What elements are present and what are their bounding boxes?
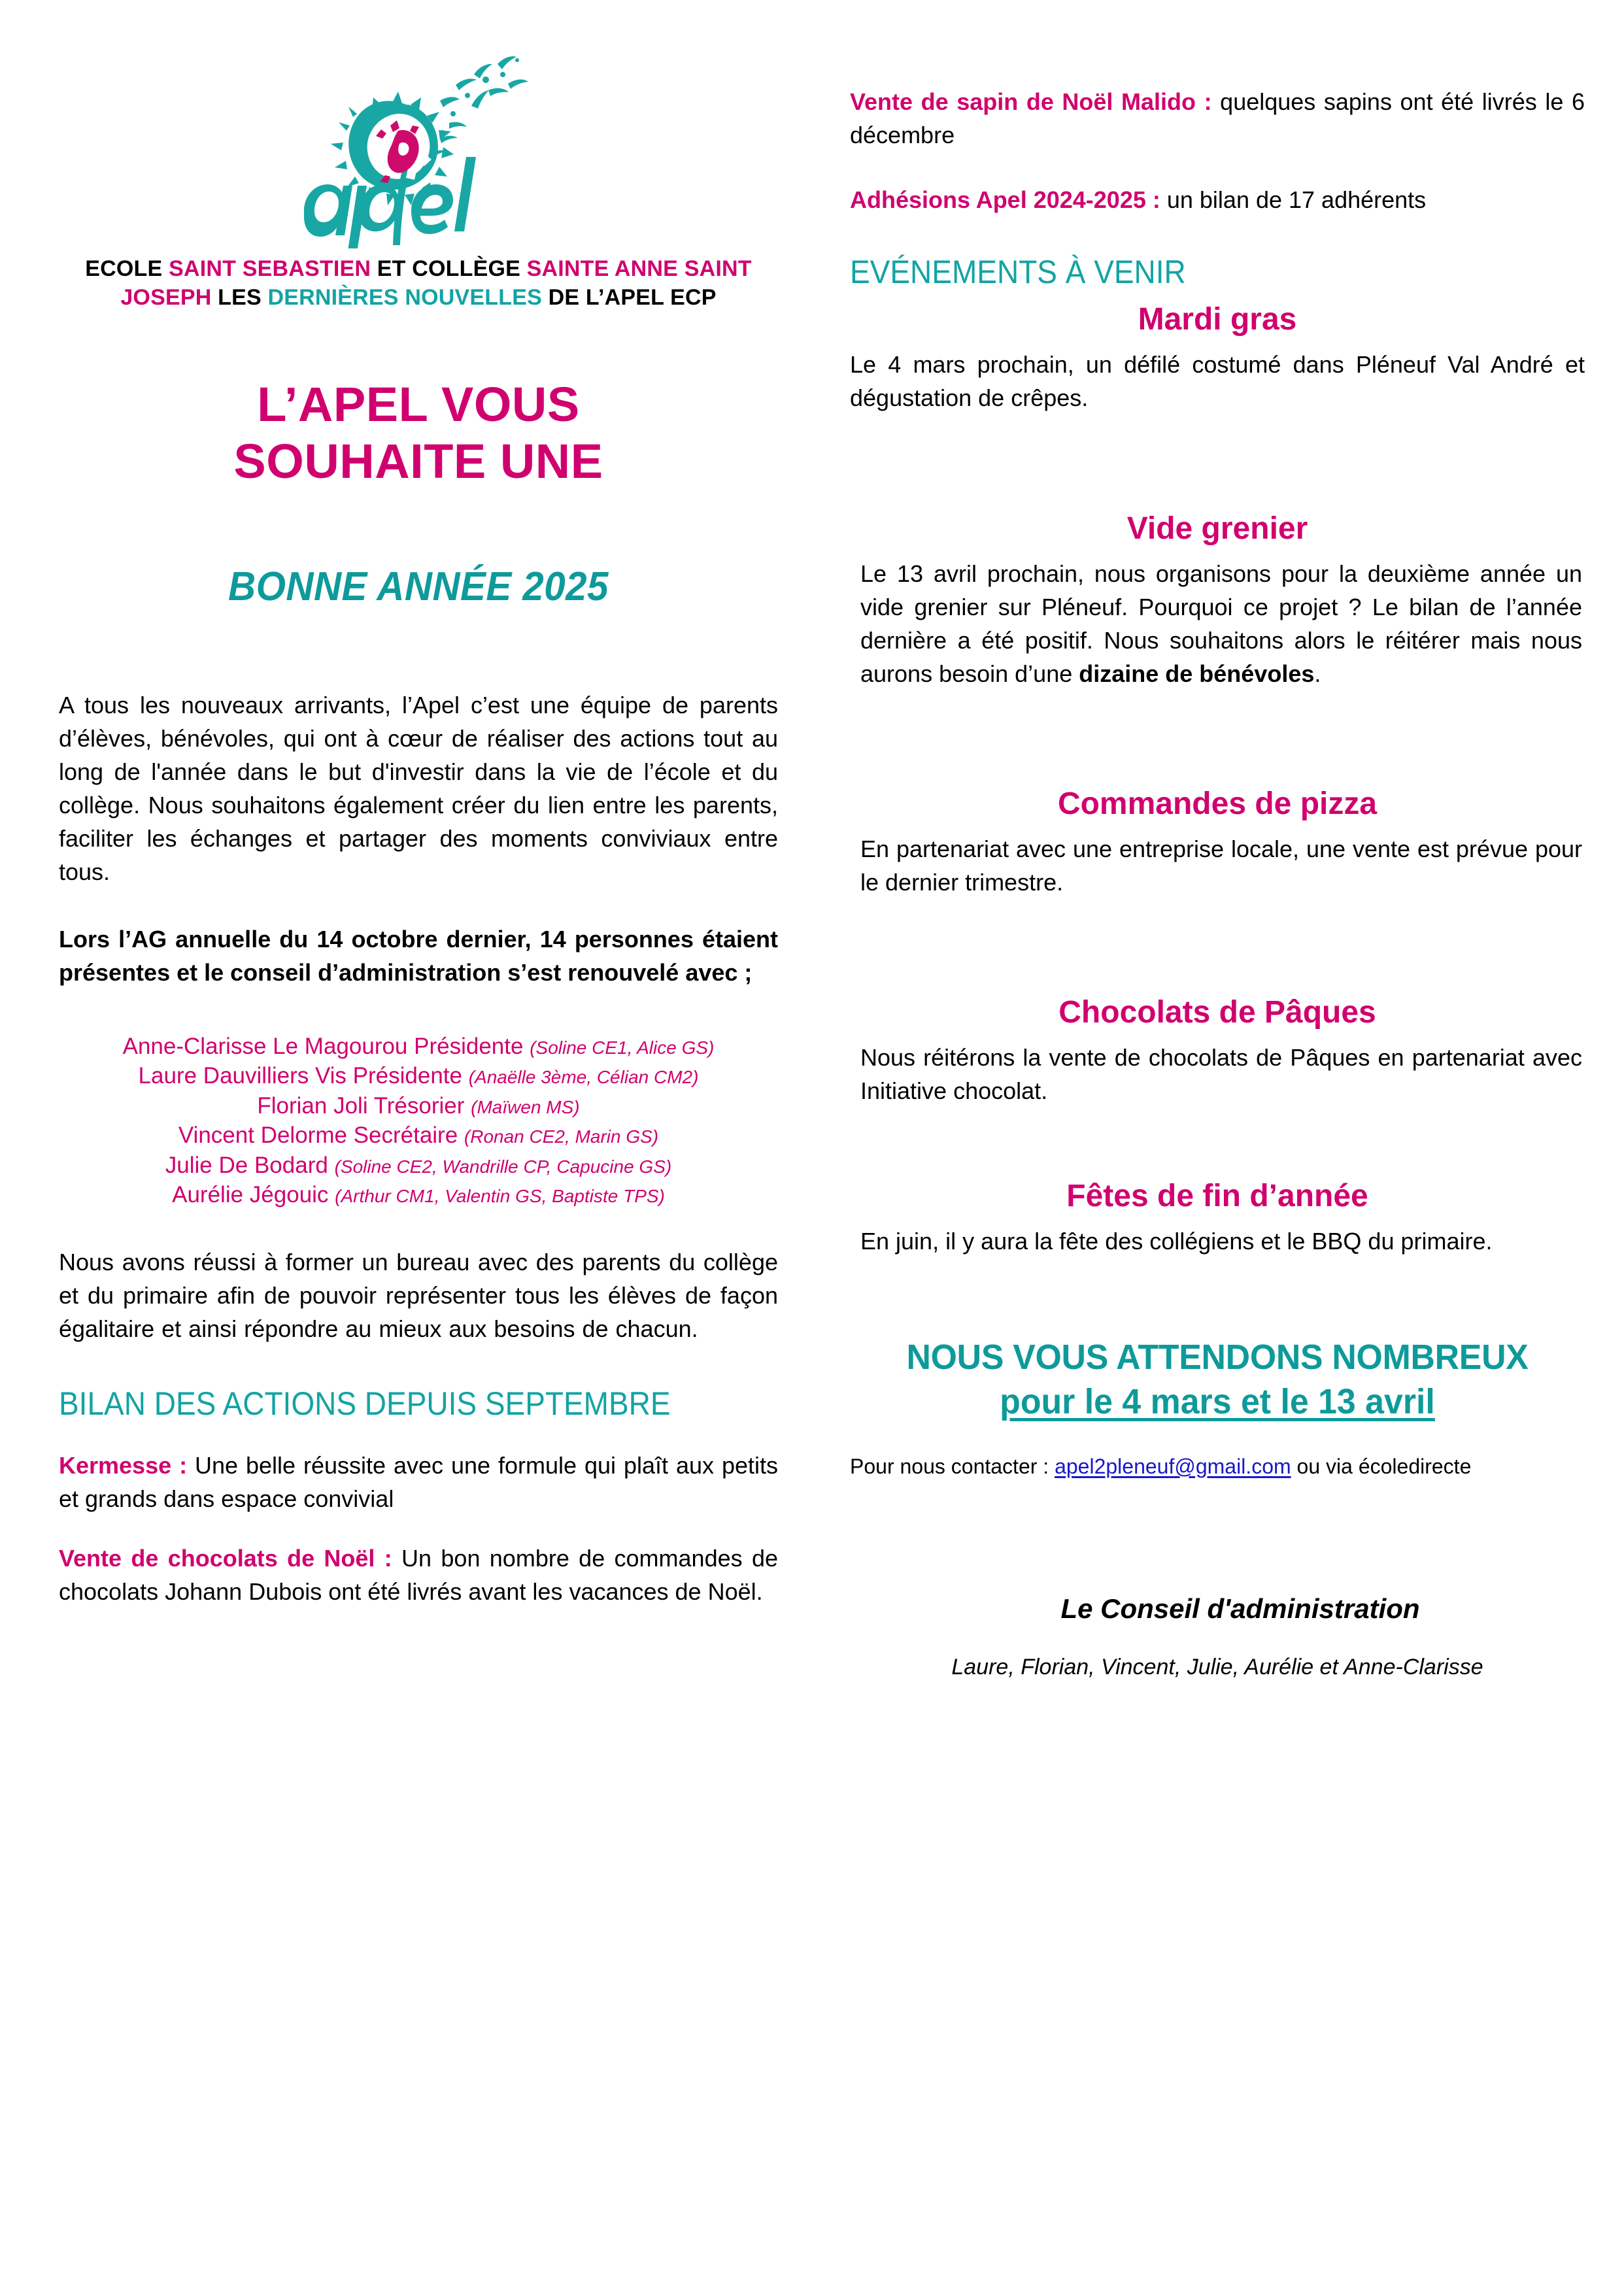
list-item	[59, 1032, 778, 1062]
vide-grenier-text-c: .	[1314, 660, 1321, 687]
officer-children: (Ronan CE2, Marin GS)	[464, 1126, 659, 1147]
vide-grenier-emphasis: dizaine de bénévoles	[1079, 660, 1315, 687]
dandelion-icon	[278, 46, 559, 248]
chocolats-noel-label: Vente de chocolats de Noël :	[59, 1545, 392, 1572]
spacer	[850, 1107, 1585, 1168]
officer-name: Anne-Clarisse Le Magourou Présidente	[122, 1033, 524, 1059]
officer-children: (Soline CE1, Alice GS)	[530, 1037, 715, 1058]
officer-children: (Anaëlle 3ème, Célian CM2)	[468, 1067, 699, 1088]
kermesse-text: Une belle réussite avec une formule qui plaît aux petits et grands dans espace convivial	[59, 1451, 778, 1512]
event-body-mardi-gras: Le 4 mars prochain, un défilé costumé dans Pléneuf Val André et dégustation de crêpes.	[850, 351, 1585, 412]
event-body-chocolats-paques: Nous réitérons la vente de chocolats de Pâques en partenariat avec Initiative chocolat.	[860, 1044, 1582, 1105]
year-greeting: BONNE ANNÉE 2025	[228, 564, 609, 609]
chocolats-noel-item	[59, 1542, 778, 1608]
event-title-chocolats-paques: Chocolats de Pâques	[1058, 995, 1376, 1030]
closing-line-2: pour le 4 mars et le 13 avril	[1000, 1381, 1435, 1421]
list-item	[59, 1061, 778, 1091]
closing-line-1: NOUS VOUS ATTENDONS NOMBREUX	[906, 1337, 1529, 1377]
officer-children: (Soline CE2, Wandrille CP, Capucine GS)	[334, 1156, 672, 1177]
list-item	[59, 1180, 778, 1210]
event-title-fetes-fin-annee: Fêtes de fin d’année	[1066, 1179, 1368, 1214]
school-header-part: NOUVELLES	[405, 284, 542, 310]
spacer	[850, 415, 1585, 500]
officer-name: Julie De Bodard	[165, 1152, 328, 1178]
school-header-part: SAINTE	[526, 256, 609, 281]
officer-name: Vincent Delorme Secrétaire	[178, 1122, 458, 1149]
school-header-part: LES	[211, 284, 268, 310]
kermesse-item	[59, 1449, 778, 1515]
right-column	[814, 0, 1624, 2294]
events-heading: EVÉNEMENTS À VENIR	[850, 254, 1186, 291]
intro-paragraph: A tous les nouveaux arrivants, l’Apel c’est une équipe de parents d’élèves, bénévoles, qui ont à cœur de réaliser des actions tout au long de l'année dans le but d'investir dans la vie de l’école et du collège. Nous souhaitons également créer du lien entre les parents, faciliter les échanges et partager des moments conviviaux entre tous.	[59, 691, 778, 886]
signature-block	[850, 1593, 1585, 1680]
apel-logo	[59, 46, 778, 248]
chocolats-noel-text: Un bon nombre de commandes de chocolats Johann Dubois ont été livrés avant les vacances de Noël.	[59, 1545, 778, 1606]
signature-role: Le Conseil d'administration	[1060, 1593, 1420, 1624]
bureau-paragraph: Nous avons réussi à former un bureau avec des parents du collège et du primaire afin de pouvoir représenter tous les élèves de façon égalitaire et ainsi répondre au mieux aux besoins de chacun.	[59, 1248, 778, 1342]
school-header-part: DE L’APEL ECP	[541, 284, 717, 310]
school-header-part: ANNE SAINT JOSEPH	[120, 256, 752, 310]
contact-email-link[interactable]: apel2pleneuf@gmail.com	[1055, 1454, 1291, 1478]
signature-names: Laure, Florian, Vincent, Julie, Aurélie et Anne-Clarisse	[951, 1654, 1483, 1679]
kermesse-label: Kermesse :	[59, 1451, 188, 1479]
officer-children: (Arthur CM1, Valentin GS, Baptiste TPS)	[335, 1186, 665, 1207]
event-body-pizza: En partenariat avec une entreprise locale, une vente est prévue pour le dernier trimestre.	[860, 835, 1582, 896]
event-title-vide-grenier: Vide grenier	[1126, 511, 1308, 546]
contact-prefix: Pour nous contacter :	[850, 1454, 1055, 1478]
list-item	[59, 1121, 778, 1151]
adhesions-item	[850, 183, 1585, 216]
spacer	[850, 690, 1585, 775]
school-header-part: ECOLE	[85, 256, 169, 281]
sapin-item	[850, 85, 1585, 152]
officer-name: Aurélie Jégouic	[172, 1182, 329, 1208]
page-title-line2: SOUHAITE UNE	[233, 434, 603, 489]
sapin-text: quelques sapins ont été livrés le 6 décembre	[850, 88, 1585, 149]
officer-name: Laure Dauvilliers Vis Présidente	[138, 1063, 462, 1089]
page-title-line1: L’APEL VOUS	[257, 377, 580, 432]
adhesions-text: un bilan de 17 adhérents	[1160, 186, 1427, 214]
adhesions-label: Adhésions Apel 2024-2025 :	[850, 186, 1160, 214]
event-title-pizza: Commandes de pizza	[1057, 786, 1378, 821]
school-header	[59, 255, 778, 312]
officers-list	[59, 1032, 778, 1210]
school-header-part: ET COLLÈGE	[371, 256, 527, 281]
contact-line	[850, 1455, 1585, 1479]
officer-name: Florian Joli Trésorier	[257, 1092, 465, 1119]
vide-grenier-text-a: Le 13 avril prochain, nous organisons pour la deuxième année un vide grenier sur Pléneuf. Pourquoi ce projet ? Le bilan de l’année dernière a été positif. Nous souhaitons alors le réitérer mais nous aurons besoin d’une	[860, 560, 1582, 687]
event-body-fetes-fin-annee: En juin, il y aura la fête des collégiens et le BBQ du primaire.	[860, 1228, 1493, 1255]
school-header-part: SAINT SEBASTIEN	[169, 256, 371, 281]
page-title	[59, 376, 778, 490]
bilan-heading: BILAN DES ACTIONS DEPUIS SEPTEMBRE	[59, 1385, 671, 1422]
closing-call-to-action	[850, 1337, 1585, 1422]
spacer	[850, 899, 1585, 984]
ag-paragraph: Lors l’AG annuelle du 14 octobre dernier, 14 personnes étaient présentes et le conseil d’administration s’est renouvelé avec ;	[59, 926, 778, 987]
sapin-label: Vente de sapin de Noël Malido :	[850, 88, 1212, 115]
school-header-part: DERNIÈRES	[267, 284, 399, 310]
contact-suffix: ou via écoledirecte	[1291, 1454, 1472, 1478]
event-title-mardi-gras: Mardi gras	[1138, 302, 1297, 337]
list-item	[59, 1091, 778, 1121]
officer-children: (Maïwen MS)	[471, 1096, 580, 1117]
list-item	[59, 1151, 778, 1181]
event-body-vide-grenier	[850, 557, 1585, 690]
spacer	[850, 152, 1585, 183]
